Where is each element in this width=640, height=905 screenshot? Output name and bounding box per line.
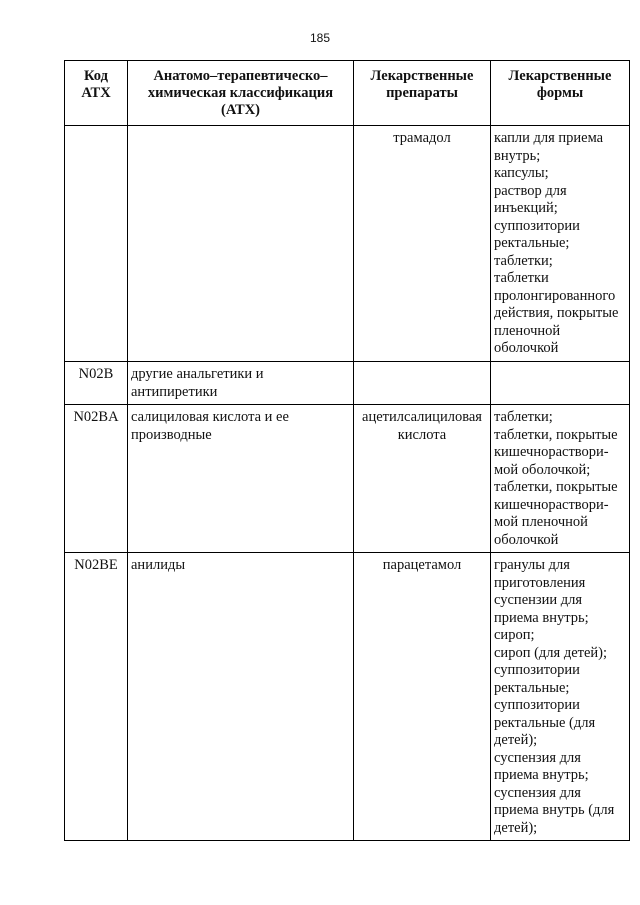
form-item: суспензия для приема внутрь (для детей); <box>494 784 615 836</box>
cell-forms <box>491 405 630 553</box>
cell-classification: анилиды <box>128 553 354 841</box>
form-item: сироп; <box>494 627 535 643</box>
header-classification: Анатомо–терапевтическо– химическая классификация (АТХ) <box>128 61 354 126</box>
form-item: таблетки; <box>494 252 553 269</box>
form-item: гранулы для приготовления суспензии для приема внутрь; <box>494 557 589 626</box>
form-item: таблетки, покрытые кишечнораствори-мой пленочной оболочкой <box>494 479 618 548</box>
atc-table <box>64 60 630 841</box>
form-item: раствор для инъекций; <box>494 182 567 216</box>
cell-drug: трамадол <box>354 126 491 362</box>
cell-drug <box>354 362 491 405</box>
page-number: 185 <box>309 31 331 45</box>
cell-classification: салициловая кислота и ее производные <box>128 405 354 553</box>
form-item: таблетки, покрытые кишечнораствори-мой оболочкой; <box>494 426 618 478</box>
cell-drug: парацетамол <box>354 553 491 841</box>
form-item: таблетки; <box>494 409 553 425</box>
form-item: суппозитории ректальные; <box>494 217 580 251</box>
form-item: суппозитории ректальные (для детей); <box>494 697 596 748</box>
header-drugs: Лекарственные препараты <box>354 61 491 126</box>
header-code: Код АТХ <box>65 61 128 126</box>
table-body <box>65 126 630 841</box>
cell-classification: другие анальгетики и антипиретики <box>128 362 354 405</box>
cell-classification <box>128 126 354 362</box>
cell-forms <box>491 362 630 405</box>
form-item: суппозитории ректальные; <box>494 662 580 696</box>
cell-code: N02BA <box>65 405 128 553</box>
form-item: капли для приема внутрь; <box>494 130 604 164</box>
cell-code <box>65 126 128 362</box>
cell-drug: ацетилсалициловая кислота <box>354 405 491 553</box>
table-row <box>65 362 630 405</box>
header-row <box>65 61 630 126</box>
header-forms: Лекарственные формы <box>491 61 630 126</box>
form-item: суспензия для приема внутрь; <box>494 749 589 783</box>
table-row <box>65 405 630 553</box>
cell-code: N02BE <box>65 553 128 841</box>
table-row <box>65 126 630 362</box>
form-item: таблетки пролонгированного действия, покрытые пленочной оболочкой <box>494 270 619 356</box>
form-item: капсулы; <box>494 165 549 181</box>
cell-code: N02B <box>65 362 128 405</box>
table-header <box>65 61 630 126</box>
table-row <box>65 553 630 841</box>
form-item: сироп (для детей); <box>494 644 608 661</box>
cell-forms <box>491 126 630 362</box>
cell-forms <box>491 553 630 841</box>
